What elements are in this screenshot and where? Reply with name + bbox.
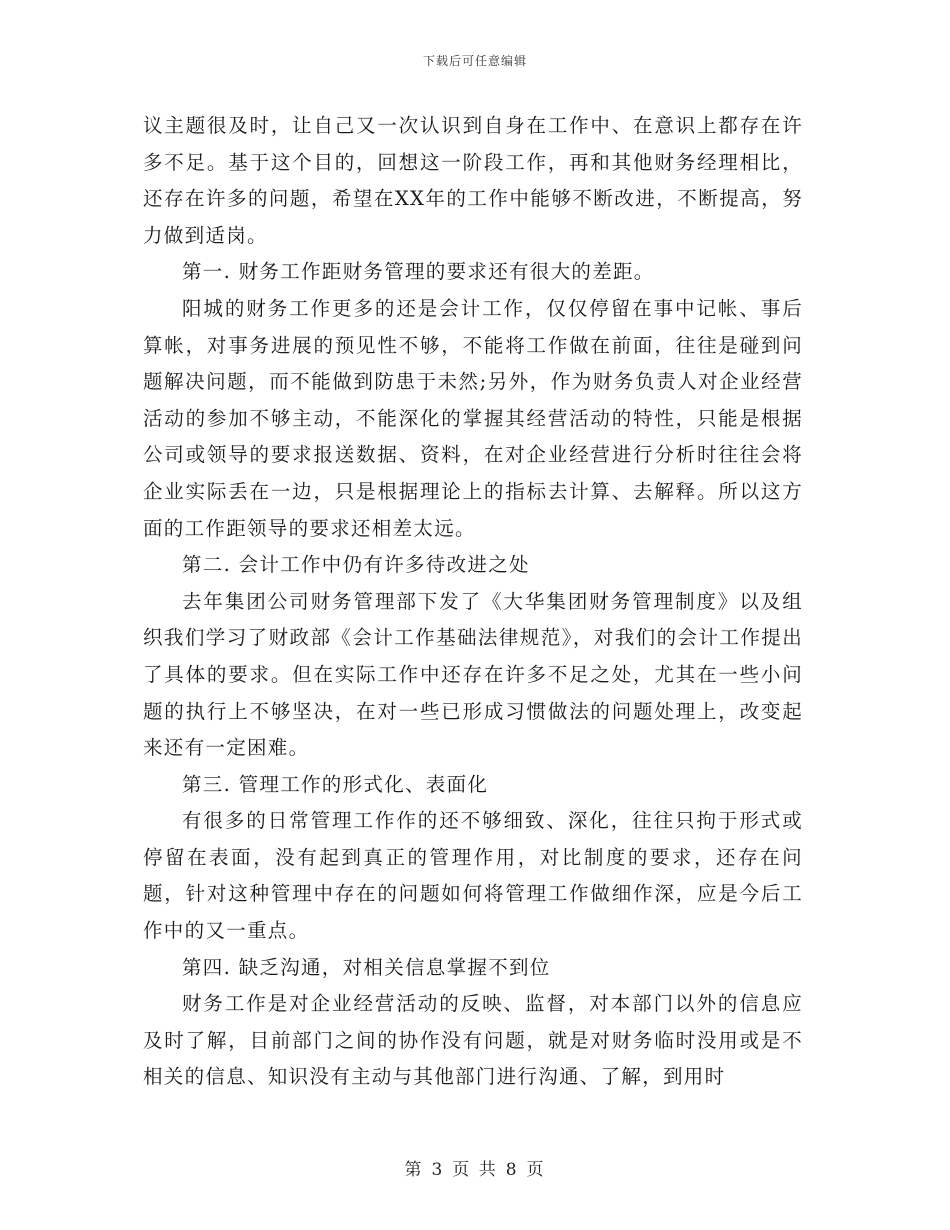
footer-prefix: 第 — [404, 1160, 424, 1180]
section-heading-1: 第一. 财务工作距财务管理的要求还有很大的差距。 — [182, 260, 655, 284]
section-heading-4: 第四. 缺乏沟通，对相关信息掌握不到位 — [182, 955, 551, 979]
page-total: 8 — [505, 1160, 519, 1180]
paragraph: 阳城的财务工作更多的还是会计工作，仅仅停留在事中记帐、事后算帐，对事务进展的预见性不够，不能将工作做在前面，往往是碰到问题解决问题，而不能做到防患于未然;另外，作为财务负责人对企业经营活动的参加不够主动，不能深化的掌握其经营活动的特性，只能是根据公司或领导的要求报送数据、资料，在对企业经营进行分析时往往会将企业实际丢在一边，只是根据理论上的指标去计算、去解释。所以这方面的工作距领导的要求还相差太远。 — [143, 296, 803, 540]
paragraph: 财务工作是对企业经营活动的反映、监督，对本部门以外的信息应及时了解，目前部门之间的协作没有问题，就是对财务临时没用或是不相关的信息、知识没有主动与其他部门进行沟通、了解，到用时 — [143, 992, 803, 1089]
document-body — [143, 108, 803, 1096]
page-footer — [0, 1155, 950, 1180]
page-header: 下载后可任意编辑 — [422, 54, 527, 68]
footer-suffix: 页 — [526, 1160, 546, 1180]
paragraph-continuation: 议主题很及时，让自己又一次认识到自身在工作中、在意识上都存在许多不足。基于这个目的，回想这一阶段工作，再和其他财务经理相比，还存在许多的问题，希望在XX年的工作中能够不断改进，不断提高，努力做到适岗。 — [143, 114, 803, 247]
page-number: 3 — [431, 1160, 445, 1180]
paragraph: 去年集团公司财务管理部下发了《大华集团财务管理制度》以及组织我们学习了财政部《会计工作基础法律规范》，对我们的会计工作提出了具体的要求。但在实际工作中还存在许多不足之处，尤其在一些小问题的执行上不够坚决，在对一些已形成习惯做法的问题处理上，改变起来还有一定困难。 — [143, 589, 803, 760]
section-heading-3: 第三. 管理工作的形式化、表面化 — [182, 772, 489, 796]
section-heading-2: 第二. 会计工作中仍有许多待改进之处 — [182, 553, 530, 577]
footer-middle: 页 共 — [452, 1160, 498, 1180]
paragraph: 有很多的日常管理工作作的还不够细致、深化，往往只拘于形式或停留在表面，没有起到真正的管理作用，对比制度的要求，还存在问题，针对这种管理中存在的问题如何将管理工作做细作深，应是今后工作中的又一重点。 — [143, 809, 803, 943]
